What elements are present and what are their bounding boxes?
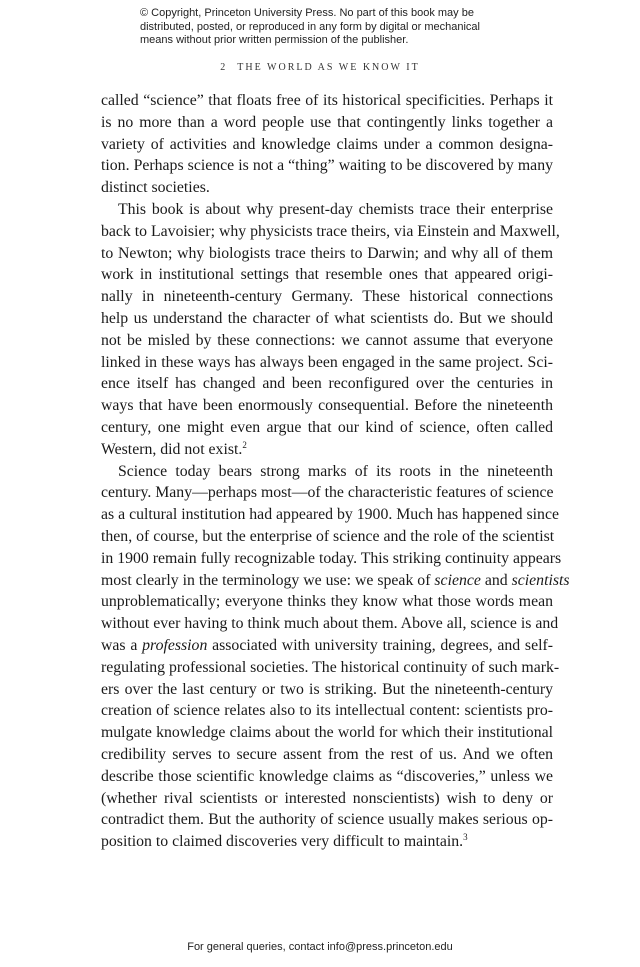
text-line: describe those scientific knowledge claims as “discoveries,” unless we xyxy=(101,767,553,785)
text-line: as a cultural institution had appeared by 1900. Much has happened since xyxy=(101,506,559,524)
text-line: (whether rival scientists or interested nonscientists) wish to deny or xyxy=(101,789,553,807)
text-line: not be misled by these connections: we cannot assume that everyone xyxy=(101,331,553,349)
running-head-title: THE WORLD AS WE KNOW IT xyxy=(237,62,420,73)
text-line: help us understand the character of what scientists do. But we should xyxy=(101,309,553,327)
text-line: called “science” that floats free of its historical specificities. Perhaps it xyxy=(101,92,553,109)
text-line: is no more than a word people use that contingently links together a xyxy=(101,113,553,131)
copyright-notice xyxy=(140,7,540,48)
text-line: century. Many—perhaps most—of the characteristic features of science xyxy=(101,484,554,502)
text-line: variety of activities and knowledge claims under a common designa- xyxy=(101,135,553,153)
paragraph xyxy=(101,90,553,199)
body-text xyxy=(101,90,570,853)
text-line: century, one might even argue that our kind of science, often called xyxy=(101,418,553,436)
text-line: contradict them. But the authority of science usually makes serious op- xyxy=(101,811,553,829)
footer-contact: For general queries, contact info@press.princeton.edu xyxy=(187,941,453,953)
text-line: linked in these ways has always been engaged in the same project. Sci- xyxy=(101,353,553,371)
text-line: distinct societies. xyxy=(101,179,210,197)
text-line: in 1900 remain fully recognizable today. This striking continuity appears xyxy=(101,549,562,567)
page-number: 2 xyxy=(220,62,226,73)
text-line: Western, did not exist.$^2$ xyxy=(101,439,247,458)
text-line: regulating professional societies. The historical continuity of such mark- xyxy=(101,658,560,676)
paragraph xyxy=(101,461,570,853)
text-line: then, of course, but the enterprise of science and the role of the scientist xyxy=(101,527,555,545)
text-line: ers over the last century or two is striking. But the nineteenth-century xyxy=(101,680,553,698)
running-head xyxy=(0,62,640,73)
text-line: to Newton; why biologists trace theirs to Darwin; and why all of them xyxy=(101,244,553,262)
text-line: This book is about why present-day chemists trace their enterprise xyxy=(118,200,553,218)
text-line: credibility serves to secure assent from the rest of us. And we often xyxy=(101,745,553,763)
text-line: without ever having to think much about them. Above all, science is and xyxy=(101,615,559,633)
text-line: creation of science relates also to its intellectual content: scientists pro- xyxy=(101,702,553,720)
footnote-marker[interactable]: 2 xyxy=(242,439,247,450)
text-line: ways that have been enormously consequential. Before the nineteenth xyxy=(101,397,553,415)
text-line: most clearly in the terminology we use: we speak of science and scientists xyxy=(101,571,570,589)
copyright-line: © Copyright, Princeton University Press. No part of this book may be xyxy=(140,7,474,19)
text-line: nally in nineteenth-century Germany. These historical connections xyxy=(101,288,553,306)
text-line: was a profession associated with university training, degrees, and self- xyxy=(101,636,553,654)
text-line: tion. Perhaps science is not a “thing” waiting to be discovered by many xyxy=(101,157,553,175)
text-line: work in institutional settings that resemble ones that appeared origi- xyxy=(101,266,553,284)
text-line: position to claimed discoveries very difficult to maintain.$^3$ xyxy=(101,832,468,851)
copyright-line: means without prior written permission of the publisher. xyxy=(140,34,409,47)
text-line: ence itself has changed and been reconfigured over the centuries in xyxy=(101,375,553,393)
text-line: mulgate knowledge claims about the world for which their institutional xyxy=(101,724,553,742)
text-line: Science today bears strong marks of its roots in the nineteenth xyxy=(118,462,553,480)
paragraph xyxy=(101,199,560,461)
copyright-line: distributed, posted, or reproduced in any form by digital or mechanical xyxy=(140,20,480,33)
text-line: unproblematically; everyone thinks they know what those words mean xyxy=(101,593,553,611)
footnote-marker[interactable]: 3 xyxy=(463,832,468,843)
text-line: back to Lavoisier; why physicists trace theirs, via Einstein and Maxwell, xyxy=(101,222,560,240)
